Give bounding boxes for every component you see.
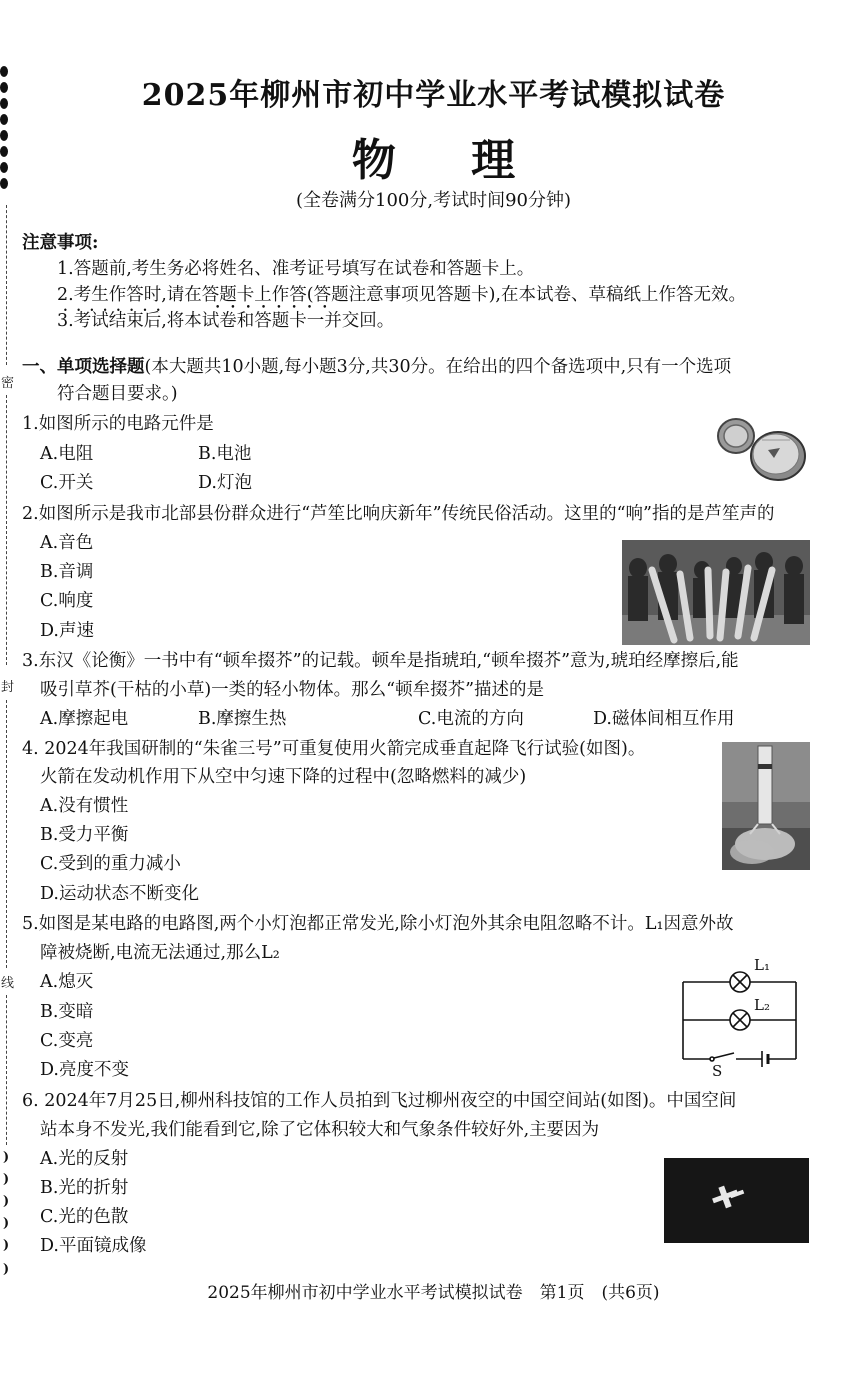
- q6-option-b: B.光的折射: [40, 1178, 129, 1198]
- subject-title: 物 理: [351, 135, 546, 186]
- emphasis-dots: ••••••••: [215, 303, 338, 313]
- q6-stem-2: 站本身不发光,我们能看到它,除了它体积较大和气象条件较好外,主要因为: [40, 1120, 600, 1140]
- q4-option-c: C.受到的重力减小: [40, 854, 181, 874]
- seal-dash-line: [6, 205, 7, 365]
- q5-option-d: D.亮度不变: [40, 1060, 129, 1080]
- section-desc: (本大题共10小题,每小题3分,共30分。在给出的四个备选项中,只有一个选项: [144, 357, 732, 377]
- q2-option-c: C.响度: [40, 591, 94, 611]
- q3-option-c: C.电流的方向: [418, 709, 524, 729]
- seal-dash-line: [6, 995, 7, 1145]
- q6-stem-1: 6. 2024年7月25日,柳州科技馆的工作人员拍到飞过柳州夜空的中国空间站(如图)。中国空间: [22, 1091, 737, 1111]
- q3-stem-1: 3.东汉《论衡》一书中有“顿牟掇芥”的记载。顿牟是指琥珀,“顿牟掇芥”意为,琥珀经摩擦后,能: [22, 651, 739, 671]
- exam-title: 2025年柳州市初中学业水平考试模拟试卷: [141, 78, 726, 113]
- q3-option-d: D.磁体间相互作用: [593, 709, 735, 729]
- q2-option-b: B.音调: [40, 562, 94, 582]
- seal-dash-line: [6, 395, 7, 665]
- q1-option-b: B.电池: [198, 444, 252, 464]
- seal-mark: ): [3, 1194, 10, 1209]
- q4-option-d: D.运动状态不断变化: [40, 884, 199, 904]
- q6-option-a: A.光的反射: [40, 1149, 129, 1169]
- q1-stem: 1.如图所示的电路元件是: [22, 414, 214, 434]
- section-title: 一、单项选择题: [22, 357, 145, 377]
- q5-option-c: C.变亮: [40, 1031, 94, 1051]
- lusheng-performance-photo: [622, 540, 810, 645]
- q5-stem-2: 障被烧断,电流无法通过,那么L₂: [40, 943, 280, 963]
- rocket-landing-photo: [722, 742, 810, 870]
- circuit-diagram: [676, 956, 802, 1081]
- notice-item-1: 1.答题前,考生务必将姓名、准考证号填写在试卷和答题卡上。: [57, 259, 535, 279]
- q6-option-c: C.光的色散: [40, 1207, 129, 1227]
- space-station-night-photo: [664, 1158, 809, 1243]
- section-desc-2: 符合题目要求。): [57, 384, 178, 404]
- q1-option-d: D.灯泡: [198, 473, 252, 493]
- switch-label: S: [712, 1062, 723, 1080]
- section-heading: [22, 356, 731, 378]
- seal-mark: ): [3, 1150, 10, 1165]
- seal-char-mi: 密: [1, 376, 15, 391]
- notice-heading: 注意事项:: [22, 233, 99, 253]
- q4-stem-2: 火箭在发动机作用下从空中匀速下降的过程中(忽略燃料的减少): [40, 767, 527, 787]
- seal-mark: ): [3, 1238, 10, 1253]
- button-cell-battery-image: [712, 410, 807, 485]
- seal-mark: ): [3, 1216, 10, 1231]
- q1-option-c: C.开关: [40, 473, 94, 493]
- q3-stem-2: 吸引草芥(干枯的小草)一类的轻小物体。那么“顿牟掇芥”描述的是: [40, 680, 545, 700]
- seal-char-feng: 封: [1, 680, 15, 695]
- q1-option-a: A.电阻: [40, 444, 94, 464]
- q2-stem: 2.如图所示是我市北部县份群众进行“芦笙比响庆新年”传统民俗活动。这里的“响”指的是芦笙声的: [22, 504, 775, 524]
- q3-option-a: A.摩擦起电: [40, 709, 129, 729]
- q4-stem-1: 4. 2024年我国研制的“朱雀三号”可重复使用火箭完成垂直起降飞行试验(如图)。: [22, 739, 646, 759]
- q4-option-b: B.受力平衡: [40, 825, 129, 845]
- q2-option-a: A.音色: [40, 533, 94, 553]
- seal-mark: ): [3, 1172, 10, 1187]
- page-footer: 2025年柳州市初中学业水平考试模拟试卷 第1页 (共6页): [207, 1283, 660, 1303]
- lamp-l1-label: L₁: [754, 956, 770, 974]
- q3-option-b: B.摩擦生热: [198, 709, 287, 729]
- seal-mark: ): [3, 1262, 10, 1277]
- q4-option-a: A.没有惯性: [40, 796, 129, 816]
- q5-stem-1: 5.如图是某电路的电路图,两个小灯泡都正常发光,除小灯泡外其余电阻忽略不计。L₁因意外故: [22, 914, 734, 934]
- seal-char-xian: 线: [1, 976, 15, 991]
- q5-option-b: B.变暗: [40, 1002, 94, 1022]
- notice-item-3: 3.考试结束后,将本试卷和答题卡一并交回。: [57, 311, 395, 331]
- q2-option-d: D.声速: [40, 621, 94, 641]
- seal-dash-line: [6, 700, 7, 968]
- notice-item-2: 2.考生作答时,请在答题卡上作答(答题注意事项见答题卡),在本试卷、草稿纸上作答无效。 • • •: [57, 284, 867, 306]
- q5-option-a: A.熄灭: [40, 972, 94, 992]
- score-time-note: (全卷满分100分,考试时间90分钟): [295, 190, 572, 211]
- q6-option-d: D.平面镜成像: [40, 1236, 147, 1256]
- lamp-l2-label: L₂: [754, 996, 770, 1014]
